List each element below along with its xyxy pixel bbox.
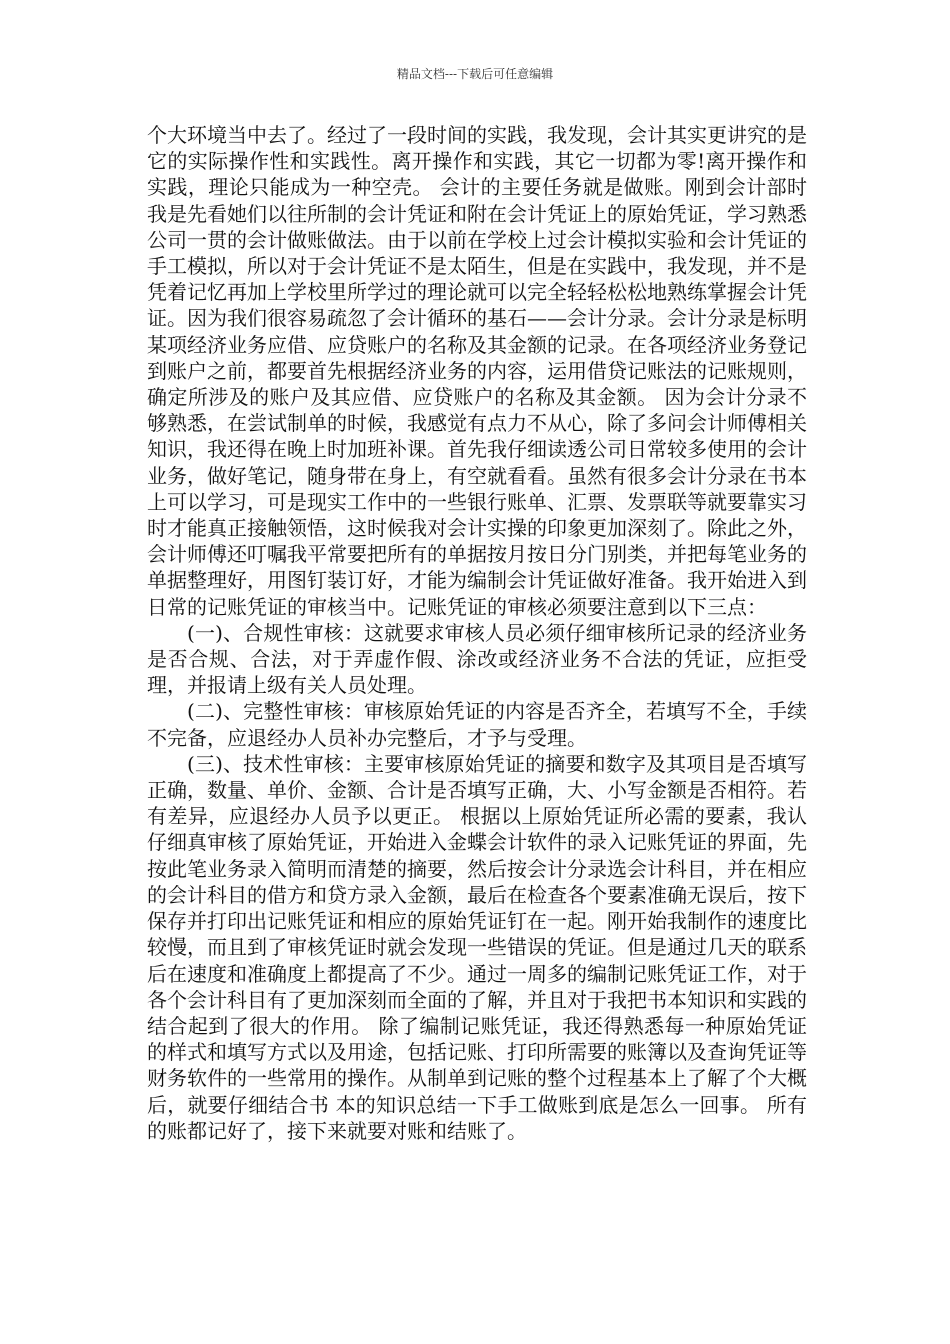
paragraph-compliance-review: (一)、合规性审核：这就要求审核人员必须仔细审核所记录的经济业务是否合规、合法，对于弄虚作假、涂改或经济业务不合法的凭证，应拒受理，并报请上级有关人员处理。	[147, 620, 807, 698]
paragraph-intro: 个大环境当中去了。经过了一段时间的实践，我发现，会计其实更讲究的是它的实际操作性和实践性。离开操作和实践，其它一切都为零!离开操作和实践，理论只能成为一种空壳。 会计的主要任务就是做账。刚到会计部时我是先看她们以往所制的会计凭证和附在会计凭证上的原始凭证，学习熟悉公司一贯的会计做账做法。由于以前在学校上过会计模拟实验和会计凭证的手工模拟，所以对于会计凭证不是太陌生，但是在实践中，我发现，并不是凭着记忆再加上学校里所学过的理论就可以完全轻轻松松地熟练掌握会计凭证。因为我们很容易疏忽了会计循环的基石——会计分录。会计分录是标明某项经济业务应借、应贷账户的名称及其金额的记录。在各项经济业务登记到账户之前，都要首先根据经济业务的内容，运用借贷记账法的记账规则，确定所涉及的账户及其应借、应贷账户的名称及其金额。 因为会计分录不够熟悉，在尝试制单的时候，我感觉有点力不从心，除了多问会计师傅相关知识，我还得在晚上时加班补课。首先我仔细读透公司日常较多使用的会计业务，做好笔记，随身带在身上，有空就看看。虽然有很多会计分录在书本上可以学习，可是现实工作中的一些银行账单、汇票、发票联等就要靠实习时才能真正接触领悟，这时候我对会计实操的印象更加深刻了。除此之外，会计师傅还叮嘱我平常要把所有的单据按月按日分门别类，并把每笔业务的单据整理好，用图钉装订好，才能为编制会计凭证做好准备。我开始进入到日常的记账凭证的审核当中。记账凭证的审核必须要注意到以下三点：	[147, 123, 807, 619]
document-body	[147, 122, 807, 1144]
paragraph-completeness-review: (二)、完整性审核：审核原始凭证的内容是否齐全，若填写不全，手续不完备，应退经办人员补办完整后，才予与受理。	[147, 699, 807, 750]
page-header: 精品文档---下载后可任意编辑	[396, 67, 554, 81]
paragraph-technical-review: (三)、技术性审核：主要审核原始凭证的摘要和数字及其项目是否填写正确，数量、单价、金额、合计是否填写正确，大、小写金额是否相符。若有差异，应退经办人员予以更正。 根据以上原始凭证所必需的要素，我认仔细真审核了原始凭证，开始进入金蝶会计软件的录入记账凭证的界面，先按此笔业务录入简明而清楚的摘要，然后按会计分录选会计科目，并在相应的会计科目的借方和贷方录入金额，最后在检查各个要素准确无误后，按下保存并打印出记账凭证和相应的原始凭证钉在一起。刚开始我制作的速度比较慢，而且到了审核凭证时就会发现一些错误的凭证。但是通过几天的联系后在速度和准确度上都提高了不少。通过一周多的编制记账凭证工作，对于各个会计科目有了更加深刻而全面的了解，并且对于我把书本知识和实践的结合起到了很大的作用。 除了编制记账凭证，我还得熟悉每一种原始凭证的样式和填写方式以及用途，包括记账、打印所需要的账簿以及查询凭证等财务软件的一些常用的操作。从制单到记账的整个过程基本上了解了个大概后，就要仔细结合书 本的知识总结一下手工做账到底是怎么一回事。 所有的账都记好了，接下来就要对账和结账了。	[147, 751, 807, 1143]
